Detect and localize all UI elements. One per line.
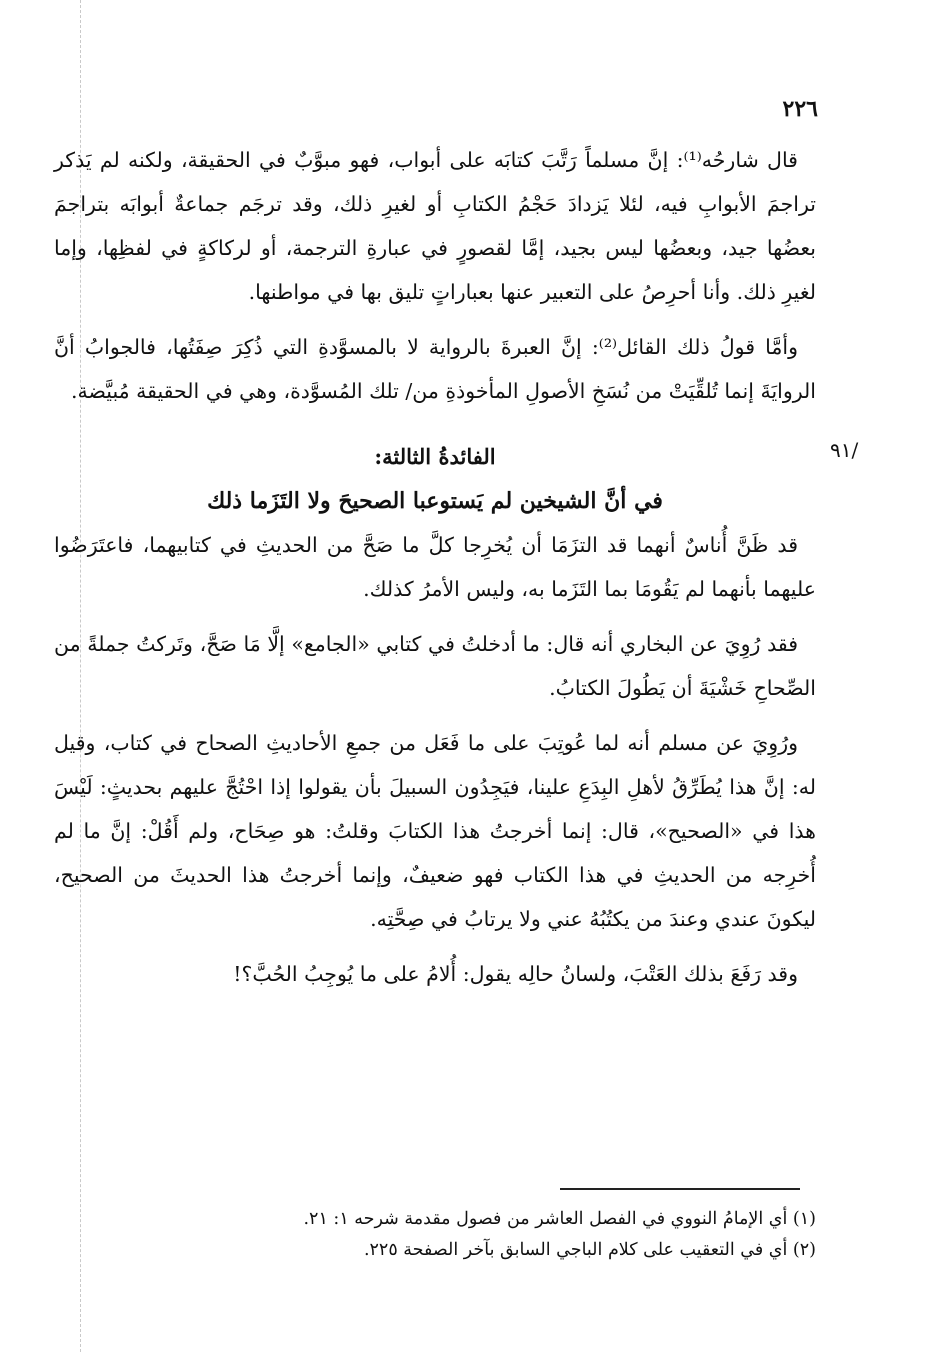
paragraph: قد ظَنَّ أُناسٌ أنهما قد التزَمَا أن يُخرِجا كلَّ ما صَحَّ من الحديثِ في كتابيهما، فاعتَرَضُوا عليهما بأنهما لم يَقُومَا بما التَزَما به، وليس الأمرُ كذلك.	[54, 533, 816, 601]
footnote-separator	[560, 1188, 800, 1190]
main-text-body	[54, 138, 816, 1007]
section-subtitle: في أنَّ الشيخين لم يَستوعبا الصحيحَ ولا التَزَما ذلك	[207, 488, 663, 514]
paragraph: فقد رُوِيَ عن البخاري أنه قال: ما أدخلتُ في كتابي «الجامع» إلَّا مَا صَحَّ، وتَركتُ جملةً من الصِّحاحِ خَشْيَةَ أن يَطُولَ الكتابُ.	[54, 632, 816, 700]
margin-page-reference: ٩١/	[830, 438, 859, 462]
paragraph: وأمَّا قولُ ذلك القائل⁽²⁾: إنَّ العبرةَ بالرواية لا بالمسوَّدةِ التي ذُكِرَ صِفَتُها، فالجوابُ أنَّ الروايَةَ إنما تُلقِّيَتْ من نُسَخِ الأصولِ المأخوذةِ من/ تلك المُسوَّدة، وهي في الحقيقة مُبيَّضة.	[54, 335, 816, 403]
paragraph: ورُوِيَ عن مسلم أنه لما عُوتِبَ على ما فَعَل من جمعِ الأحاديثِ الصحاح في كتاب، وقيل له: إنَّ هذا يُطَرِّقُ لأهلِ البِدَعِ علينا، فيَجِدُون السبيلَ بأن يقولوا إذا احْتُجَّ عليهم بحديثٍ: لَيْسَ هذا في «الصحيح»، قال: إنما أخرجتُ هذا الكتابَ وقلتُ: هو صِحَاح، ولم أَقُلْ: إنَّ ما لم أُخرِجه من الحديثِ في هذا الكتاب فهو ضعيفٌ، وإنما أخرجتُ هذا الحديثَ من الصحيح، ليكونَ عندي وعندَ من يكتُبُهُ عني ولا يرتابُ في صِحَّتِه.	[54, 731, 816, 931]
paragraph: وقد رَفَعَ بذلك العَتْبَ، ولسانُ حالِه يقول: أُلامُ على ما يُوجِبُ الحُبَّ؟!	[233, 962, 798, 986]
paragraph: قال شارحُه⁽¹⁾: إنَّ مسلماً رَتَّبَ كتابَه على أبواب، فهو مبوَّبٌ في الحقيقة، ولكنه لم يَذكر تراجمَ الأبوابِ فيه، لئلا يَزدادَ حَجْمُ الكتابِ أو لغيرِ ذلك، وقد ترجَم جماعةٌ أبوابَه بتراجمَ بعضُها جيد، وبعضُها ليس بجيد، إمَّا لقصورٍ في عبارةِ الترجمة، أو لركاكةٍ في لفظِها، وإما لغيرِ ذلك. وأنا أحرِصُ على التعبير عنها بعباراتٍ تليق بها في مواطنها.	[54, 148, 816, 304]
footnote-item: (٢) أي في التعقيب على كلام الباجي السابق بآخر الصفحة ٢٢٥.	[363, 1240, 816, 1260]
footnote-item: (١) أي الإمامُ النووي في الفصل العاشر من فصول مقدمة شرحه ١: ٢١.	[303, 1209, 816, 1229]
page-number: ٢٢٦	[782, 96, 818, 122]
footnotes	[54, 1204, 816, 1266]
section-title: الفائدةُ الثالثة:	[374, 444, 496, 469]
